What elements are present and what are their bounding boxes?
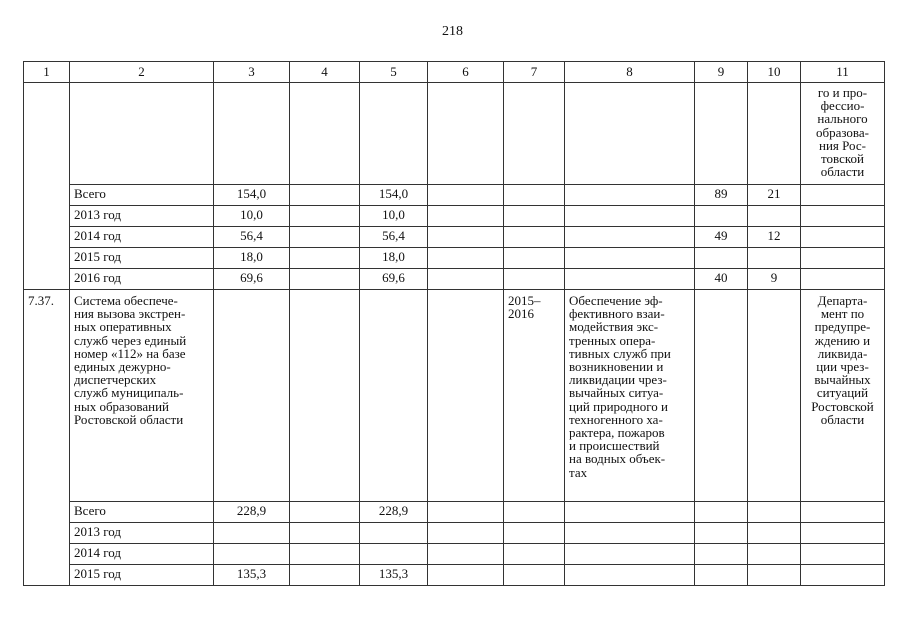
row-label: Всего [70,502,214,523]
table-row [24,523,885,544]
column-number: 10 [748,62,801,83]
amount-regional: 69,6 [360,269,428,290]
responsible-executor: Департа- мент по предупре- ждению и ликвида- ции чрез- вычайных ситуаций Ростовской области [801,290,885,502]
amount-total [214,523,290,544]
amount-regional: 135,3 [360,565,428,586]
responsible-continuation: го и про- фессио- нального образова- ния Рос- товской области [801,83,885,185]
table-row [24,248,885,269]
expected-result: Обеспечение эф- фективного взаи- модействия экс- тренных опера- тивных служб при возникновении и ликвидации чрез- вычайных ситуа- ций природного и техногенного ха- рактера, пожаров и происшествий на водных объек- тах [565,290,695,502]
indicator-10: 21 [748,185,801,206]
row-label: 2015 год [70,565,214,586]
column-number: 9 [695,62,748,83]
amount-regional [360,523,428,544]
column-number: 6 [428,62,504,83]
table-row [24,544,885,565]
table-row [24,502,885,523]
indicator-9 [695,206,748,227]
item-number-cell [24,83,70,290]
indicator-10: 9 [748,269,801,290]
table-row [24,227,885,248]
amount-total: 56,4 [214,227,290,248]
indicator-10: 12 [748,227,801,248]
amount-regional: 154,0 [360,185,428,206]
row-label: 2013 год [70,523,214,544]
item-description-row [24,290,885,502]
amount-total: 135,3 [214,565,290,586]
item-name: Система обеспече- ния вызова экстрен- ных оперативных служб через единый номер «112» на базе единых дежурно- диспетчерских служб муниципаль- ных образований Ростовской области [70,290,214,502]
amount-regional: 56,4 [360,227,428,248]
indicator-9: 49 [695,227,748,248]
amount-regional: 18,0 [360,248,428,269]
row-label: 2015 год [70,248,214,269]
table-row [24,185,885,206]
amount-regional: 228,9 [360,502,428,523]
table-row [24,269,885,290]
indicator-9: 89 [695,185,748,206]
column-number: 3 [214,62,290,83]
row-label: 2016 год [70,269,214,290]
table-row [24,206,885,227]
amount-total: 69,6 [214,269,290,290]
indicator-9 [695,248,748,269]
column-number: 2 [70,62,214,83]
indicator-10 [748,206,801,227]
column-number-header-row [24,62,885,83]
indicator-9: 40 [695,269,748,290]
item-number: 7.37. [24,290,70,586]
amount-regional [360,544,428,565]
column-number: 1 [24,62,70,83]
amount-total [214,544,290,565]
amount-total: 18,0 [214,248,290,269]
implementation-period: 2015– 2016 [504,290,565,502]
row-label: 2013 год [70,206,214,227]
column-number: 4 [290,62,360,83]
indicator-10 [748,248,801,269]
row-label: 2014 год [70,544,214,565]
row-label: Всего [70,185,214,206]
row-label: 2014 год [70,227,214,248]
column-number: 8 [565,62,695,83]
amount-regional: 10,0 [360,206,428,227]
amount-total: 10,0 [214,206,290,227]
page-number: 218 [442,24,463,39]
column-number: 5 [360,62,428,83]
amount-total: 154,0 [214,185,290,206]
amount-total: 228,9 [214,502,290,523]
column-number: 7 [504,62,565,83]
column-number: 11 [801,62,885,83]
table-row [24,565,885,586]
continuation-row [24,83,885,185]
program-table [23,61,885,586]
